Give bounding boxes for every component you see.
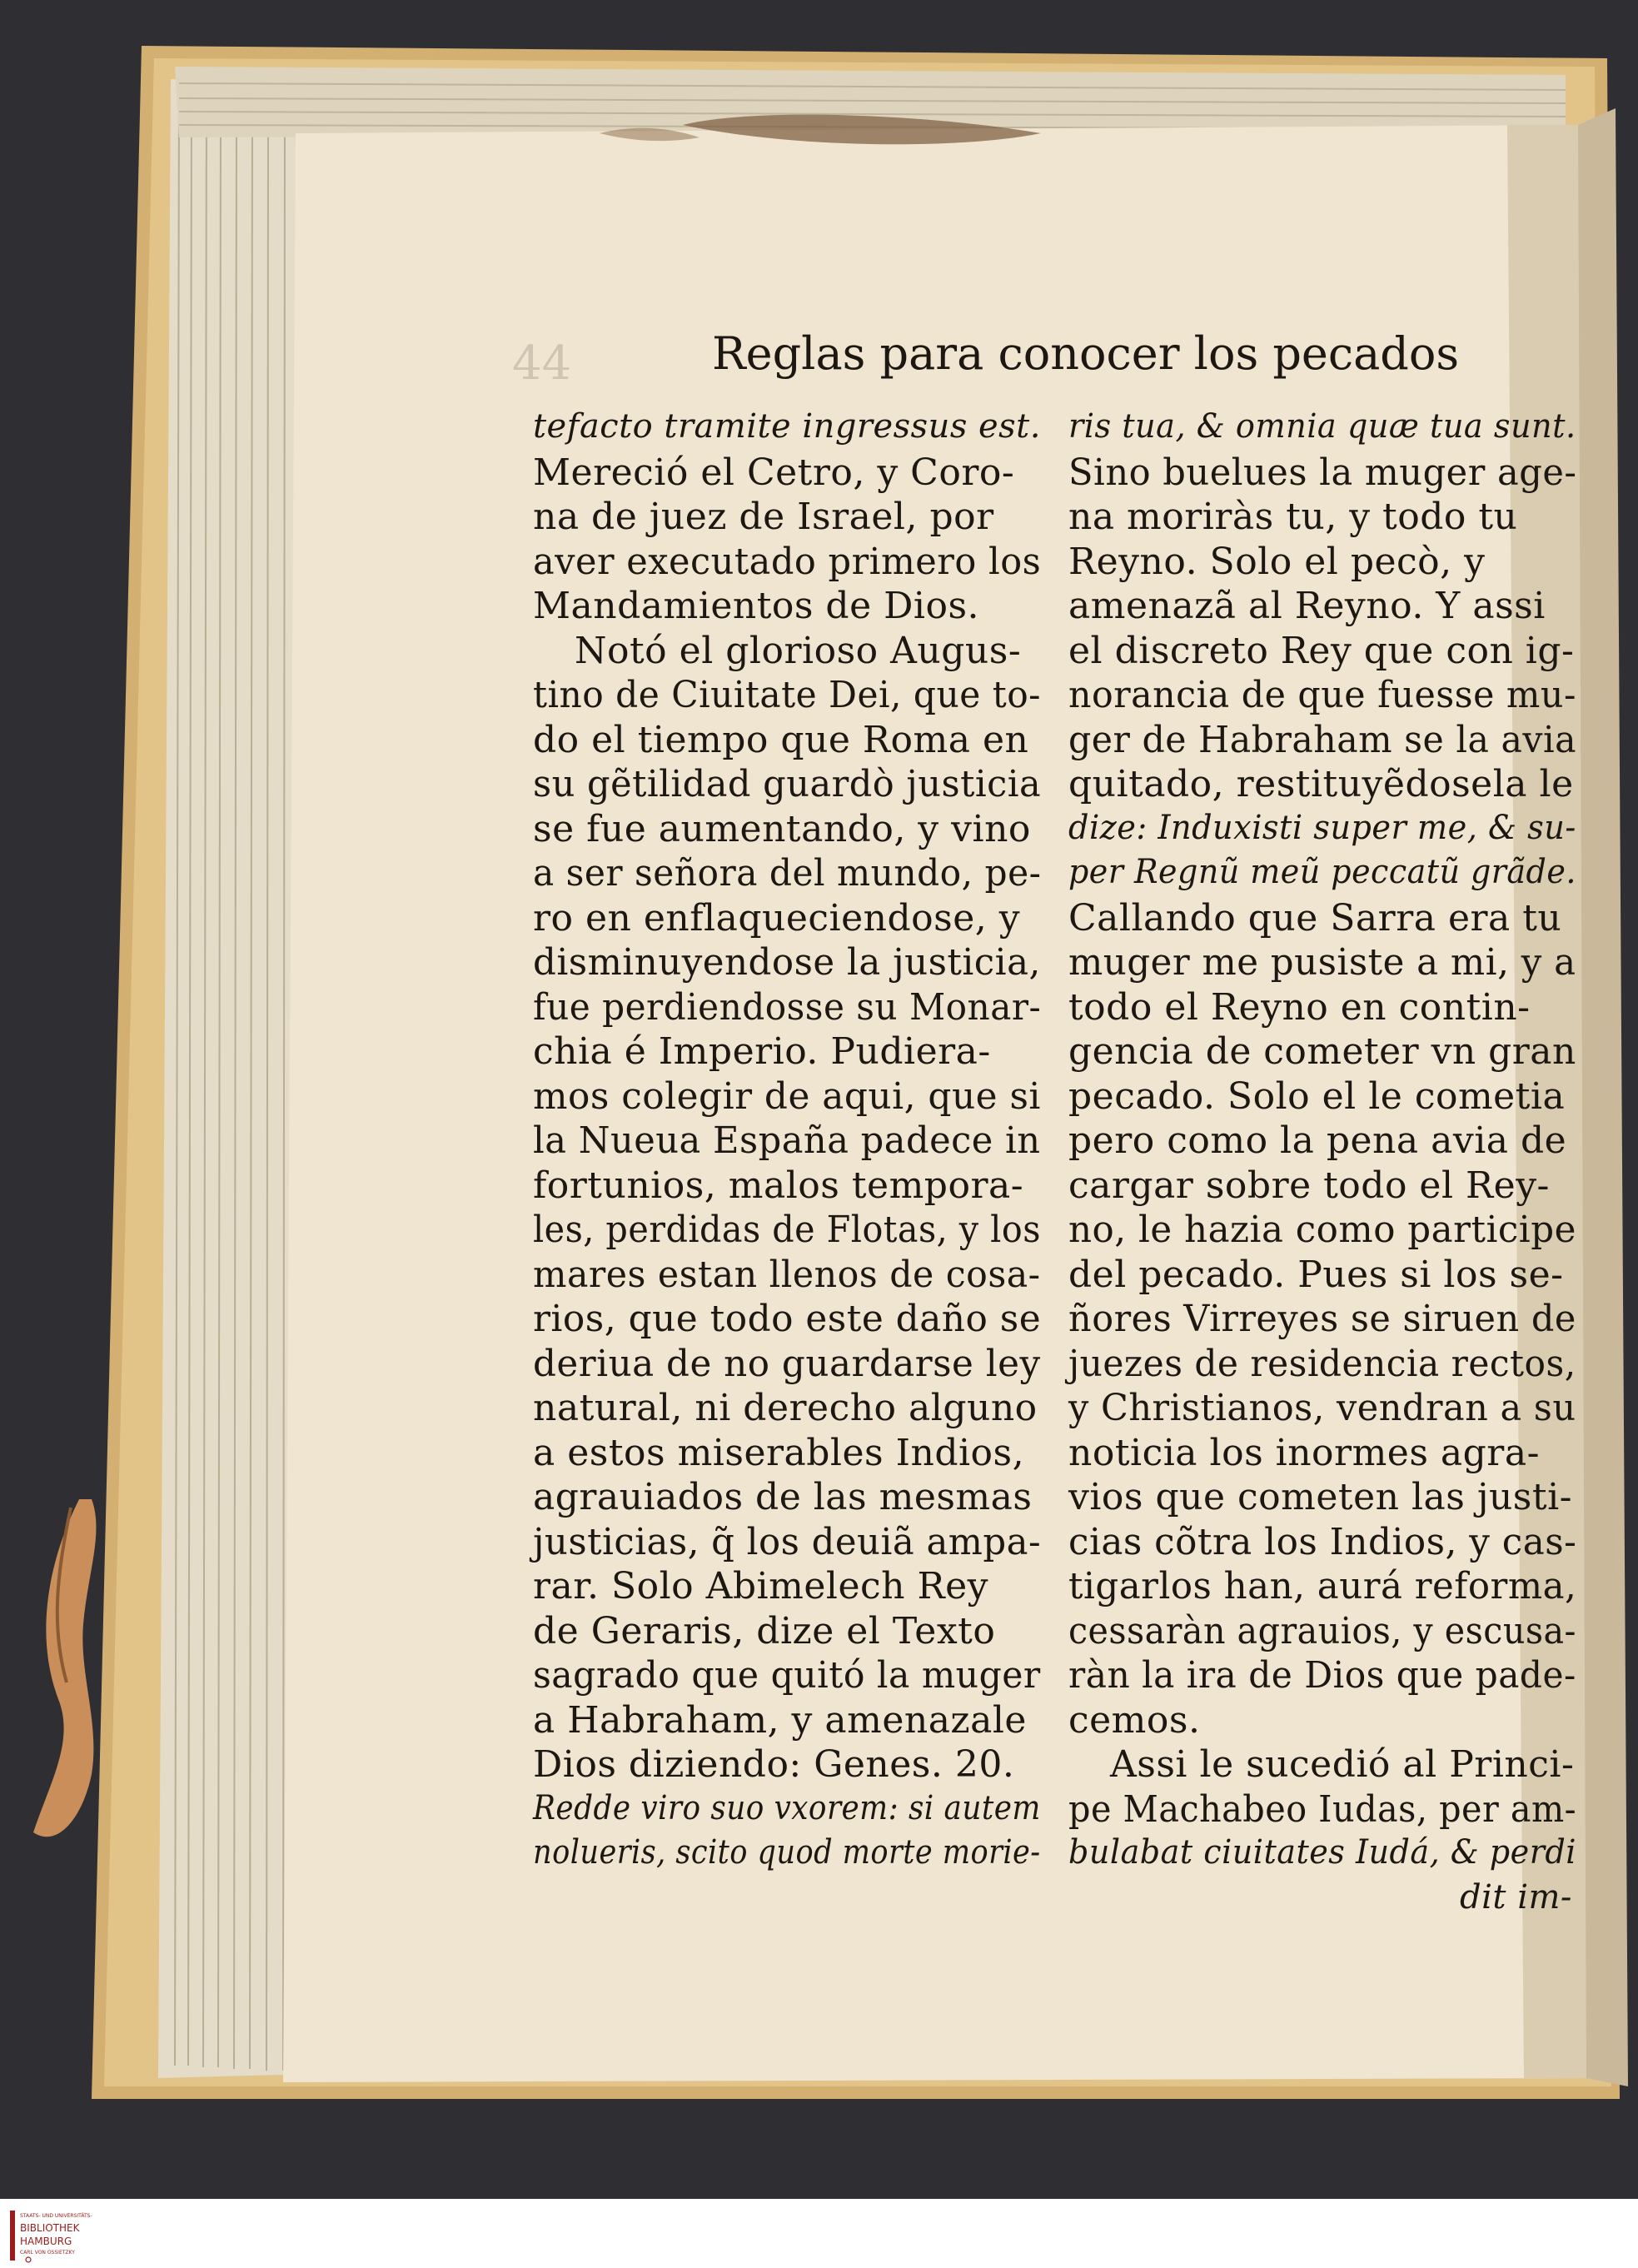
left-column-line: se fue aumentando, y vino: [533, 807, 1031, 850]
left-column-line: Dios diziendo: Genes. 20.: [533, 1743, 1015, 1786]
right-column-line: Reyno. Solo el pecò, y: [1068, 540, 1486, 583]
left-column-line: disminuyendose la justicia,: [533, 941, 1041, 984]
right-column-line: ràn la ira de Dios que pade-: [1068, 1654, 1576, 1697]
right-column-line: Sino buelues la muger age-: [1068, 451, 1577, 494]
right-column-line: cargar sobre todo el Rey-: [1068, 1164, 1550, 1207]
left-column-line: sagrado que quitó la muger: [533, 1654, 1041, 1697]
left-column-line: mos colegir de aqui, que si: [533, 1074, 1041, 1118]
left-column-line: Mereció el Cetro, y Coro-: [533, 451, 1015, 494]
right-column-line: no, le hazia como participe: [1068, 1209, 1576, 1251]
right-column-line: ris tua, & omnia quæ tua sunt.: [1068, 407, 1576, 446]
right-column-line: pero como la pena avia de: [1068, 1119, 1567, 1162]
right-column-line: Assi le sucedió al Princi-: [1110, 1743, 1575, 1786]
right-column-line: pe Machabeo Iudas, per am-: [1068, 1787, 1577, 1831]
left-column-line: de Geraris, dize el Texto: [533, 1609, 996, 1652]
right-column-line: muger me pusiste a mi, y a: [1068, 941, 1576, 984]
left-column-line: rar. Solo Abimelech Rey: [533, 1565, 988, 1608]
left-column-line: Notó el glorioso Augus-: [575, 629, 1022, 672]
logo-line1: STAATS- UND UNIVERSITÄTS-: [20, 2213, 92, 2219]
logo-line2: BIBLIOTHEK: [20, 2222, 80, 2234]
right-column-line: norancia de que fuesse mu-: [1068, 674, 1576, 716]
right-column-line: dize: Induxisti super me, & su-: [1068, 808, 1576, 847]
left-column-line: ro en enflaqueciendose, y: [533, 896, 1021, 940]
left-column-line: natural, ni derecho alguno: [533, 1387, 1038, 1429]
right-column-line: quitado, restituyẽdosela le: [1068, 763, 1574, 805]
right-column-line: tigarlos han, aurá reforma,: [1068, 1565, 1577, 1608]
left-column-line: aver executado primero los: [533, 540, 1042, 583]
right-column-line: pecado. Solo el le cometia: [1068, 1074, 1566, 1118]
left-column-line: mares estan llenos de cosa-: [533, 1253, 1041, 1296]
left-column-line: chia é Imperio. Pudiera-: [533, 1030, 991, 1073]
right-column-line: el discreto Rey que con ig-: [1068, 629, 1575, 672]
logo-line3: HAMBURG: [20, 2236, 72, 2247]
right-column-line: amenazã al Reyno. Y assi: [1068, 585, 1546, 627]
left-column-line: la Nueua España padece in: [533, 1119, 1041, 1162]
right-column-line: noticia los inormes agra-: [1068, 1431, 1540, 1474]
left-column-line: tefacto tramite ingressus est.: [533, 407, 1041, 446]
right-column-line: todo el Reyno en contin-: [1068, 985, 1531, 1029]
right-column-line: cessaràn agrauios, y escusa-: [1068, 1609, 1576, 1652]
right-column-line: juezes de residencia rectos,: [1068, 1342, 1576, 1385]
left-column-line: les, perdidas de Flotas, y los: [533, 1209, 1041, 1251]
left-column-line: Redde viro suo vxorem: si autem: [533, 1788, 1041, 1827]
right-column-line: cias cõtra los Indios, y cas-: [1068, 1520, 1577, 1563]
logo-line4: CARL VON OSSIETZKY: [20, 2250, 75, 2256]
left-column-line: Mandamientos de Dios.: [533, 585, 980, 627]
right-column-line: per Regnũ meũ peccatũ grãde.: [1068, 853, 1576, 891]
right-column-line: ger de Habraham se la avia: [1068, 718, 1577, 761]
left-column-line: deriua de no guardarse ley: [533, 1342, 1041, 1385]
left-column-line: a estos miserables Indios,: [533, 1431, 1025, 1474]
left-column-line: a ser señora del mundo, pe-: [533, 852, 1042, 895]
running-header: Reglas para conocer los pecados: [712, 327, 1460, 380]
left-column-line: na de juez de Israel, por: [533, 496, 994, 538]
left-column-line: fortunios, malos tempora-: [533, 1164, 1024, 1207]
right-column-line: ñores Virreyes se siruen de: [1068, 1298, 1576, 1340]
right-column-line: cemos.: [1068, 1698, 1201, 1742]
footer-bar: [0, 2199, 1638, 2268]
left-column-line: a Habraham, y amenazale: [533, 1698, 1027, 1742]
left-column-line: rios, que todo este daño se: [533, 1298, 1042, 1340]
left-column-line: tino de Ciuitate Dei, que to-: [533, 674, 1041, 716]
left-column-line: su gẽtilidad guardò justicia: [533, 763, 1042, 805]
right-column-line: bulabat ciuitates Iudá, & perdi: [1068, 1833, 1576, 1872]
right-column-line: na moriràs tu, y todo tu: [1068, 496, 1518, 538]
right-column-line: y Christianos, vendran a su: [1068, 1387, 1576, 1429]
right-column-line: del pecado. Pues si los se-: [1068, 1253, 1564, 1296]
right-column-line: gencia de cometer vn gran: [1068, 1030, 1576, 1073]
left-column-line: agrauiados de las mesmas: [533, 1476, 1033, 1518]
right-column-line: vios que cometen las justi-: [1068, 1476, 1573, 1518]
left-column-line: do el tiempo que Roma en: [533, 718, 1029, 761]
right-column-line: dit im-: [1460, 1877, 1572, 1917]
svg-text:44: 44: [512, 336, 572, 391]
left-column-line: fue perdiendosse su Monar-: [533, 985, 1042, 1029]
library-logo: [7, 2206, 107, 2264]
right-column-line: Callando que Sarra era tu: [1068, 896, 1562, 940]
left-column-line: nolueris, scito quod morte morie-: [533, 1833, 1041, 1872]
left-column-line: justicias, q̃ los deuiã ampa-: [533, 1520, 1042, 1563]
